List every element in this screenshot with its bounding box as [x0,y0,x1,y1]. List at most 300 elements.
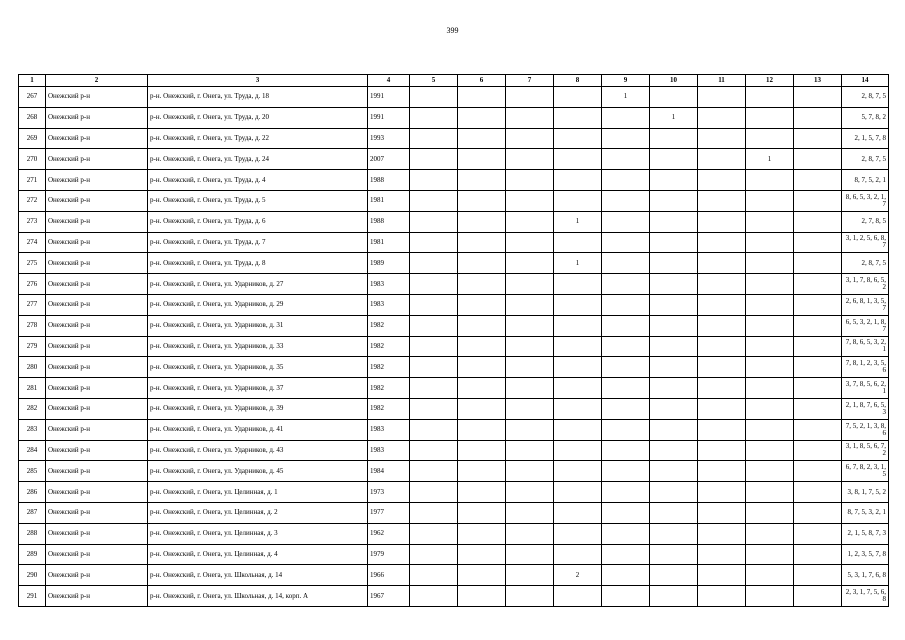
table-row [19,357,889,378]
col6-cell [458,440,506,461]
col7-cell [506,170,554,191]
col8-cell [554,523,602,544]
col7-cell [506,253,554,274]
address-cell: р-н. Онежский, г. Онега, ул. Труда, д. 18 [148,87,368,108]
district-cell: Онежский р-н [46,419,148,440]
col12-cell [746,107,794,128]
district-cell: Онежский р-н [46,378,148,399]
year-cell: 1977 [368,502,410,523]
address-cell: р-н. Онежский, г. Онега, ул. Ударников, д. 43 [148,440,368,461]
page-number: 399 [446,26,459,35]
col14-cell: 8, 7, 5, 2, 1 [842,170,889,191]
row-number-cell: 291 [19,586,46,607]
col5-cell [410,523,458,544]
district-cell: Онежский р-н [46,544,148,565]
address-cell: р-н. Онежский, г. Онега, ул. Труда, д. 7 [148,232,368,253]
col7-cell [506,461,554,482]
col6-cell [458,565,506,586]
col14-cell: 3, 1, 2, 5, 6, 8, 7 [842,232,889,253]
col12-cell [746,232,794,253]
row-number-cell: 279 [19,336,46,357]
row-number-cell: 270 [19,149,46,170]
year-cell: 1983 [368,294,410,315]
table-row [19,315,889,336]
table-row [19,128,889,149]
district-cell: Онежский р-н [46,502,148,523]
col6-cell [458,211,506,232]
col6-cell [458,107,506,128]
col7-cell [506,274,554,295]
col11-cell [698,128,746,149]
col7-cell [506,523,554,544]
col5-cell [410,586,458,607]
year-cell: 1993 [368,128,410,149]
col13-cell [794,336,842,357]
col12-cell [746,440,794,461]
col9-cell [602,315,650,336]
address-cell: р-н. Онежский, г. Онега, ул. Целинная, д. 1 [148,482,368,503]
col6-cell [458,128,506,149]
col6-cell [458,419,506,440]
table-header [19,75,889,87]
column-header-3: 3 [148,75,368,87]
col14-cell: 7, 8, 6, 5, 3, 2, 1 [842,336,889,357]
col9-cell [602,378,650,399]
col10-cell [650,294,698,315]
col12-cell [746,378,794,399]
column-header-5: 5 [410,75,458,87]
col6-cell [458,502,506,523]
col5-cell [410,544,458,565]
column-header-11: 11 [698,75,746,87]
col10-cell [650,378,698,399]
col14-cell: 2, 8, 7, 5 [842,253,889,274]
col10-cell [650,357,698,378]
district-cell: Онежский р-н [46,315,148,336]
district-cell: Онежский р-н [46,107,148,128]
col8-cell [554,107,602,128]
row-number-cell: 284 [19,440,46,461]
col13-cell [794,107,842,128]
address-cell: р-н. Онежский, г. Онега, ул. Целинная, д. 4 [148,544,368,565]
col5-cell [410,149,458,170]
col13-cell [794,440,842,461]
col11-cell [698,190,746,211]
col10-cell: 1 [650,107,698,128]
col11-cell [698,523,746,544]
address-cell: р-н. Онежский, г. Онега, ул. Ударников, д. 27 [148,274,368,295]
col8-cell [554,315,602,336]
col14-cell: 3, 1, 7, 8, 6, 5, 2 [842,274,889,295]
year-cell: 1962 [368,523,410,544]
col9-cell [602,232,650,253]
col9-cell [602,357,650,378]
col11-cell [698,232,746,253]
address-cell: р-н. Онежский, г. Онега, ул. Ударников, д. 29 [148,294,368,315]
district-cell: Онежский р-н [46,190,148,211]
col10-cell [650,544,698,565]
col9-cell [602,461,650,482]
col13-cell [794,294,842,315]
col10-cell [650,523,698,544]
col7-cell [506,336,554,357]
col10-cell [650,419,698,440]
col6-cell [458,398,506,419]
col9-cell [602,128,650,149]
col14-cell: 3, 1, 8, 5, 6, 7, 2 [842,440,889,461]
col13-cell [794,87,842,108]
year-cell: 1973 [368,482,410,503]
row-number-cell: 274 [19,232,46,253]
col12-cell [746,336,794,357]
year-cell: 1981 [368,190,410,211]
col6-cell [458,461,506,482]
table-row [19,502,889,523]
year-cell: 1988 [368,211,410,232]
column-header-6: 6 [458,75,506,87]
col5-cell [410,253,458,274]
col12-cell [746,544,794,565]
col14-cell: 2, 1, 8, 7, 6, 5, 3 [842,398,889,419]
col11-cell [698,274,746,295]
col7-cell [506,565,554,586]
col5-cell [410,565,458,586]
col12-cell: 1 [746,149,794,170]
col10-cell [650,461,698,482]
row-number-cell: 290 [19,565,46,586]
year-cell: 1982 [368,378,410,399]
year-cell: 1982 [368,357,410,378]
col9-cell [602,336,650,357]
col11-cell [698,253,746,274]
district-cell: Онежский р-н [46,482,148,503]
column-header-1: 1 [19,75,46,87]
col5-cell [410,211,458,232]
col11-cell [698,544,746,565]
row-number-cell: 286 [19,482,46,503]
address-cell: р-н. Онежский, г. Онега, ул. Труда, д. 8 [148,253,368,274]
col14-cell: 2, 3, 1, 7, 5, 6, 8 [842,586,889,607]
col8-cell [554,232,602,253]
col6-cell [458,586,506,607]
col11-cell [698,107,746,128]
col6-cell [458,482,506,503]
col14-cell: 6, 7, 8, 2, 3, 1, 5 [842,461,889,482]
year-cell: 2007 [368,149,410,170]
address-cell: р-н. Онежский, г. Онега, ул. Школьная, д. 14 [148,565,368,586]
col14-cell: 1, 2, 3, 5, 7, 8 [842,544,889,565]
year-cell: 1982 [368,315,410,336]
col10-cell [650,149,698,170]
district-cell: Онежский р-н [46,336,148,357]
col13-cell [794,419,842,440]
col6-cell [458,378,506,399]
col9-cell [602,502,650,523]
col14-cell: 3, 8, 1, 7, 5, 2 [842,482,889,503]
col12-cell [746,170,794,191]
col11-cell [698,565,746,586]
col14-cell: 8, 7, 5, 3, 2, 1 [842,502,889,523]
district-cell: Онежский р-н [46,398,148,419]
table-row [19,253,889,274]
col14-cell: 7, 5, 2, 1, 3, 8, 6 [842,419,889,440]
col13-cell [794,565,842,586]
col8-cell [554,544,602,565]
address-cell: р-н. Онежский, г. Онега, ул. Труда, д. 6 [148,211,368,232]
address-cell: р-н. Онежский, г. Онега, ул. Ударников, д. 45 [148,461,368,482]
col13-cell [794,482,842,503]
table-row [19,482,889,503]
column-header-10: 10 [650,75,698,87]
col6-cell [458,87,506,108]
year-cell: 1967 [368,586,410,607]
col8-cell [554,87,602,108]
district-cell: Онежский р-н [46,149,148,170]
table-row [19,544,889,565]
col9-cell [602,482,650,503]
col14-cell: 8, 6, 5, 3, 2, 1, 7 [842,190,889,211]
col10-cell [650,190,698,211]
col8-cell [554,170,602,191]
col5-cell [410,315,458,336]
col10-cell [650,232,698,253]
row-number-cell: 280 [19,357,46,378]
col13-cell [794,170,842,191]
table-row [19,440,889,461]
col7-cell [506,211,554,232]
col14-cell: 6, 5, 3, 2, 1, 8, 7 [842,315,889,336]
table-row [19,586,889,607]
row-number-cell: 268 [19,107,46,128]
col7-cell [506,378,554,399]
col13-cell [794,523,842,544]
row-number-cell: 272 [19,190,46,211]
col5-cell [410,378,458,399]
col9-cell [602,190,650,211]
col5-cell [410,482,458,503]
col6-cell [458,274,506,295]
year-cell: 1991 [368,87,410,108]
col9-cell [602,419,650,440]
col8-cell: 2 [554,565,602,586]
row-number-cell: 285 [19,461,46,482]
col11-cell [698,294,746,315]
column-header-9: 9 [602,75,650,87]
col5-cell [410,107,458,128]
col14-cell: 5, 7, 8, 2 [842,107,889,128]
year-cell: 1983 [368,274,410,295]
col6-cell [458,253,506,274]
row-number-cell: 281 [19,378,46,399]
col9-cell [602,211,650,232]
column-header-4: 4 [368,75,410,87]
row-number-cell: 277 [19,294,46,315]
year-cell: 1982 [368,398,410,419]
address-cell: р-н. Онежский, г. Онега, ул. Труда, д. 24 [148,149,368,170]
col5-cell [410,419,458,440]
col12-cell [746,502,794,523]
col7-cell [506,544,554,565]
district-cell: Онежский р-н [46,211,148,232]
col10-cell [650,170,698,191]
col11-cell [698,170,746,191]
district-cell: Онежский р-н [46,232,148,253]
table-body [19,87,889,607]
col8-cell [554,482,602,503]
col13-cell [794,253,842,274]
column-header-7: 7 [506,75,554,87]
address-cell: р-н. Онежский, г. Онега, ул. Школьная, д. 14, корп. А [148,586,368,607]
table-row [19,107,889,128]
col12-cell [746,523,794,544]
column-header-13: 13 [794,75,842,87]
address-cell: р-н. Онежский, г. Онега, ул. Целинная, д. 3 [148,523,368,544]
row-number-cell: 267 [19,87,46,108]
col6-cell [458,315,506,336]
address-cell: р-н. Онежский, г. Онега, ул. Ударников, д. 33 [148,336,368,357]
row-number-cell: 287 [19,502,46,523]
col10-cell [650,315,698,336]
col14-cell: 2, 1, 5, 7, 8 [842,128,889,149]
row-number-cell: 282 [19,398,46,419]
table-row [19,398,889,419]
col9-cell [602,544,650,565]
col5-cell [410,232,458,253]
address-cell: р-н. Онежский, г. Онега, ул. Ударников, д. 31 [148,315,368,336]
table-row [19,294,889,315]
col9-cell [602,274,650,295]
col12-cell [746,87,794,108]
row-number-cell: 269 [19,128,46,149]
col9-cell [602,149,650,170]
col5-cell [410,190,458,211]
table-row [19,170,889,191]
col13-cell [794,315,842,336]
col12-cell [746,128,794,149]
district-cell: Онежский р-н [46,565,148,586]
col6-cell [458,190,506,211]
table-row [19,190,889,211]
col8-cell [554,190,602,211]
col5-cell [410,128,458,149]
col11-cell [698,357,746,378]
col7-cell [506,419,554,440]
col7-cell [506,586,554,607]
col10-cell [650,502,698,523]
address-cell: р-н. Онежский, г. Онега, ул. Труда, д. 22 [148,128,368,149]
col12-cell [746,315,794,336]
col8-cell [554,461,602,482]
col7-cell [506,502,554,523]
col13-cell [794,461,842,482]
col11-cell [698,398,746,419]
col12-cell [746,211,794,232]
col13-cell [794,586,842,607]
address-cell: р-н. Онежский, г. Онега, ул. Труда, д. 20 [148,107,368,128]
col11-cell [698,315,746,336]
year-cell: 1991 [368,107,410,128]
col7-cell [506,87,554,108]
col6-cell [458,544,506,565]
year-cell: 1966 [368,565,410,586]
col8-cell: 1 [554,253,602,274]
col8-cell [554,357,602,378]
table-row [19,87,889,108]
col5-cell [410,461,458,482]
col5-cell [410,398,458,419]
col5-cell [410,87,458,108]
col5-cell [410,502,458,523]
table-row [19,149,889,170]
col8-cell [554,586,602,607]
col11-cell [698,461,746,482]
col10-cell [650,274,698,295]
col9-cell [602,170,650,191]
col6-cell [458,336,506,357]
column-header-2: 2 [46,75,148,87]
col7-cell [506,440,554,461]
col10-cell [650,440,698,461]
district-cell: Онежский р-н [46,294,148,315]
row-number-cell: 273 [19,211,46,232]
address-cell: р-н. Онежский, г. Онега, ул. Целинная, д. 2 [148,502,368,523]
col6-cell [458,357,506,378]
col8-cell [554,274,602,295]
col8-cell [554,128,602,149]
col10-cell [650,336,698,357]
col11-cell [698,211,746,232]
district-cell: Онежский р-н [46,586,148,607]
col7-cell [506,232,554,253]
district-cell: Онежский р-н [46,128,148,149]
col13-cell [794,232,842,253]
col13-cell [794,398,842,419]
col8-cell: 1 [554,211,602,232]
col12-cell [746,565,794,586]
table-row [19,523,889,544]
col13-cell [794,274,842,295]
col11-cell [698,378,746,399]
col12-cell [746,461,794,482]
address-cell: р-н. Онежский, г. Онега, ул. Ударников, д. 37 [148,378,368,399]
col13-cell [794,149,842,170]
col9-cell: 1 [602,87,650,108]
row-number-cell: 276 [19,274,46,295]
col7-cell [506,190,554,211]
housing-register-table [18,74,889,607]
col8-cell [554,294,602,315]
col14-cell: 2, 7, 8, 5 [842,211,889,232]
col8-cell [554,336,602,357]
col8-cell [554,502,602,523]
table-row [19,565,889,586]
col12-cell [746,274,794,295]
col10-cell [650,482,698,503]
col8-cell [554,398,602,419]
col14-cell: 3, 7, 8, 5, 6, 2, 1 [842,378,889,399]
district-cell: Онежский р-н [46,523,148,544]
col14-cell: 2, 1, 5, 8, 7, 3 [842,523,889,544]
column-header-14: 14 [842,75,889,87]
year-cell: 1983 [368,440,410,461]
district-cell: Онежский р-н [46,440,148,461]
col12-cell [746,398,794,419]
col8-cell [554,378,602,399]
column-header-8: 8 [554,75,602,87]
col5-cell [410,170,458,191]
year-cell: 1988 [368,170,410,191]
col10-cell [650,586,698,607]
